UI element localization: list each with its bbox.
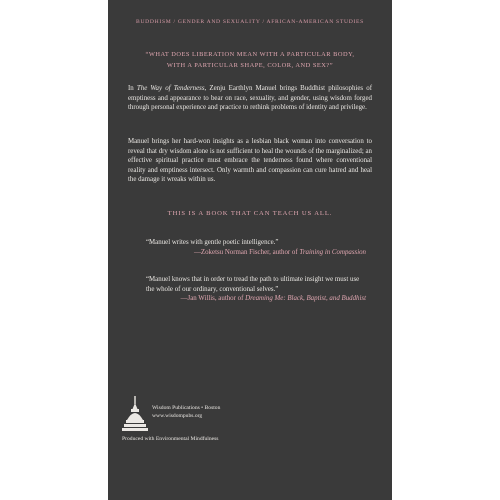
book-title: The Way of Tenderness	[136, 85, 205, 92]
endorsement-2-text: “Manuel knows that in order to tread the path to ultimate insight we must use the whole of our ordinary, conventional selves.”	[146, 276, 360, 293]
publisher-info	[152, 404, 220, 420]
produced-note: Produced with Environmental Mindfulness	[122, 436, 219, 442]
tagline: THIS IS A BOOK THAT CAN TEACH US ALL.	[167, 210, 333, 217]
publisher-url: www.wisdompubs.org	[152, 413, 203, 419]
description-paragraph-1	[128, 84, 372, 113]
endorsement-2	[146, 275, 366, 304]
category-line: BUDDHISM / GENDER AND SEXUALITY / AFRICAN-AMERICAN STUDIES	[136, 19, 364, 25]
pull-quote-line-2: WITH A PARTICULAR SHAPE, COLOR, AND SEX?”	[166, 62, 334, 69]
publisher-name: Wisdom Publications • Boston	[152, 405, 221, 411]
endorsement-1	[146, 238, 366, 257]
endorsement-1-text: “Manuel writes with gentle poetic intelligence.”	[146, 239, 279, 246]
pull-quote	[108, 49, 392, 71]
stupa-logo-icon	[122, 396, 148, 432]
endorsement-2-book: Dreaming Me: Black, Baptist, and Buddhist	[245, 295, 366, 303]
paragraph-1-prefix: In	[128, 85, 137, 92]
endorsement-1-attribution	[146, 248, 366, 258]
description-paragraph-2: Manuel brings her hard-won insights as a lesbian black woman into conversation to reveal that dry wisdom alone is not sufficient to heal the wounds of the marginalized; an effective spiritual practice must embrace the tenderness found where conventional reality and emptiness intersect. Only warmth and compassion can cure hatred and heal the damage it wreaks within us.	[128, 138, 372, 184]
endorsement-1-author: —Zoketsu Norman Fischer, author of	[194, 248, 300, 256]
pull-quote-line-1: “WHAT DOES LIBERATION MEAN WITH A PARTICULAR BODY,	[145, 51, 355, 58]
endorsement-2-author: —Jan Willis, author of	[180, 295, 246, 303]
endorsement-2-attribution	[146, 294, 366, 304]
endorsement-1-book: Training in Compassion	[299, 248, 366, 256]
back-cover	[108, 0, 392, 500]
paragraph-1-rest: , Zenju Earthlyn Manuel brings Buddhist philosophies of emptiness and appearance to bear on race, sexuality, and gender, using wisdom forged through personal experience and practice to rethink problems of identity and privilege.	[128, 85, 372, 112]
